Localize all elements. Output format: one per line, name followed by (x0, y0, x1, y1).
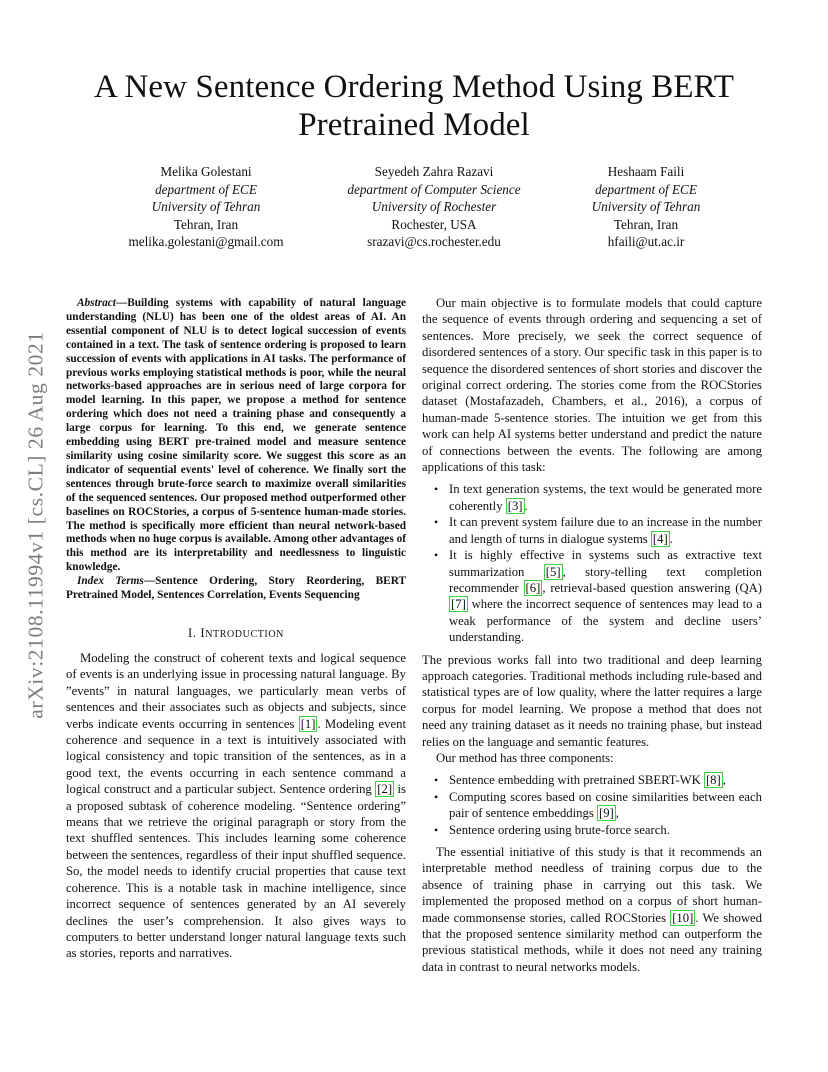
applications-list (422, 481, 762, 645)
citation-link[interactable]: [5] (545, 564, 561, 579)
citation-link[interactable]: [10] (672, 910, 694, 925)
bullet-icon: • (434, 822, 439, 837)
author-block-3 (521, 163, 771, 251)
citation-link[interactable]: [3] (507, 498, 523, 513)
bullet-icon: • (434, 789, 439, 804)
bullet-icon: • (434, 515, 439, 530)
author-location: Tehran, Iran (613, 216, 679, 232)
citation-link[interactable]: [1] (300, 716, 316, 731)
abstract-label: Abstract (77, 297, 116, 309)
citation-link[interactable]: [8] (705, 773, 721, 788)
index-terms-label: Index Terms (77, 575, 144, 588)
list-item: • Sentence ordering using brute-force search. (434, 822, 670, 837)
bullet-icon: • (434, 548, 439, 563)
components-list (422, 772, 762, 838)
components-intro: Our method has three components: (436, 750, 614, 765)
abstract-text: —Building systems with capability of natural language understanding (NLU) has been one of the oldest areas of AI. An essential component of NLU is to detect logical succession of events contained in a text. The task of sentence ordering is proposed to learn succession of events with applications in AI tasks. The performance of previous works employing statistical methods is poor, while the neural networks-based approaches are in serious need of large corpora for model learning. In this paper, we propose a method for sentence ordering which does not need a training phase and consequently a large corpus for learning. To this end, we generate sentence embedding using BERT pre-trained model and measure sentence similarity using cosine similarity score. We suggest this score as an indicator of sequential events' level of coherence. We finally sort the sentences through brute-force search to maximize overall similarities of the sequenced sentences. Our proposed method outperformed other baselines on ROCStories, a corpus of 5-sentence human-made stories. The method is specifically more efficient than neural network-based methods when no huge corpus is available. Among other advantages of this method are its interpretability and needlessness to linguistic knowledge. (66, 297, 406, 574)
author-block-1 (81, 163, 331, 251)
list-item: • It is highly effective in systems such as extractive text summarization [5] , story-telling text completion recommender [6] , retrieval-based question answering (QA) [7] where the incorrect sequence of sentences may lead to a weak performance of the system and decline users’ understanding. (434, 548, 762, 645)
author-univ: University of Tehran (591, 199, 701, 214)
author-dept: department of ECE (595, 181, 697, 197)
right-column (422, 295, 762, 975)
author-location: Rochester, USA (391, 216, 477, 232)
initiative-paragraph: The essential initiative of this study is that it recommends an interpretable method needless of training corpus due to the absence of training phase in carrying out this task. We implemented the proposed method on a corpus of short human-made commonsense stories, called ROCStories [10] . We showed that the proposed sentence similarity method can outperform the previous statistical methods, while it does not need any training data in contrast to neural networks models. (422, 845, 762, 974)
author-name: Melika Golestani (160, 164, 252, 179)
list-item: • Computing scores based on cosine similarities between each pair of sentence embeddings [9] , (434, 789, 762, 821)
author-email: hfaili@ut.ac.ir (607, 234, 685, 249)
objective-paragraph: Our main objective is to formulate models that could capture the sequence of events through ordering and sequencing a set of sentences. More precisely, we seek the correct sequence of disordered sentences of a story. Our specific task in this paper is to sequence the disordered sentences of short stories and discover the original correct ordering. The stories come from the ROCStories dataset (Mostafazadeh, Chambers, et al., 2016), a corpus of human-made 5-sentence stories. The intuition we get from this work can help AI systems better understand and predict the nature of connections between the events. The following are among applications of this task: (422, 296, 762, 475)
arxiv-side-id: arXiv:2108.11994v1 [cs.CL] 26 Aug 2021 (23, 331, 48, 719)
index-terms-text: —Sentence Ordering, Story Reordering, BERT Pretrained Model, Sentences Correlation, Events Sequencing (66, 575, 406, 602)
section-heading: I. INTRODUCTION (187, 626, 285, 640)
author-dept: department of Computer Science (347, 181, 521, 197)
paper-title: A New Sentence Ordering Method Using BERT Pretrained Model (93, 69, 734, 143)
author-email: melika.golestani@gmail.com (128, 234, 284, 249)
author-name: Heshaam Faili (607, 164, 685, 179)
introduction-body (66, 650, 406, 962)
citation-link[interactable]: [4] (652, 531, 668, 546)
citation-link[interactable]: [2] (377, 782, 393, 797)
bullet-icon: • (434, 482, 439, 497)
bullet-icon: • (434, 773, 439, 788)
list-item: • Sentence embedding with pretrained SBERT-WK [8] , (434, 773, 726, 788)
list-item: • It can prevent system failure due to an increase in the number and length of turns in dialogue systems [4] . (434, 515, 762, 546)
author-univ: University of Tehran (151, 199, 261, 214)
author-name: Seyedeh Zahra Razavi (374, 164, 494, 179)
previous-works-paragraph: The previous works fall into two traditional and deep learning approach categories. Traditional methods including rule-based and statistical types are of low quality, where the latter requires a large corpus for model learning. We propose a method that does not need any training dataset as it needs no training phase, but instead relies on the language and semantic features. (422, 652, 762, 749)
intro-paragraph: Modeling the construct of coherent texts and logical sequence of events is an underlying issue in processing natural language. By ”events” in natural languages, we particularly mean verbs of sentences and their associates such as objects and subjects, since verbs indicate events occurring in sentences [1] . Modeling event coherence and sequence in a text is intuitively associated with logical consistency and topic transition of the sentences, as in a good text, the events occurring in each sentence command a logical construct and a particular subject. Sentence ordering [2] is a proposed subtask of coherence modeling. “Sentence ordering” means that we retrieve the original paragraph or story from the text shuffled sentences. This includes learning some coherence between the sentences, regardless of their input shuffled sequence. So, the model needs to identify crucial properties that cause text coherence. This is a notable task in machine intelligence, since incorrect sequence of sentences generated by an AI severely declines the user’s comprehension. It also gives ways to computers to better understand longer natural language texts such as stories, reports and narratives. (66, 651, 406, 961)
list-item: • In text generation systems, the text would be generated more coherently [3] . (434, 482, 762, 513)
author-dept: department of ECE (155, 181, 257, 197)
author-univ: University of Rochester (371, 199, 497, 214)
abstract (66, 297, 406, 603)
citation-link[interactable]: [6] (525, 580, 541, 595)
author-location: Tehran, Iran (173, 216, 239, 232)
citation-link[interactable]: [7] (451, 597, 466, 612)
citation-link[interactable]: [9] (598, 806, 614, 821)
author-email: srazavi@cs.rochester.edu (367, 234, 501, 249)
